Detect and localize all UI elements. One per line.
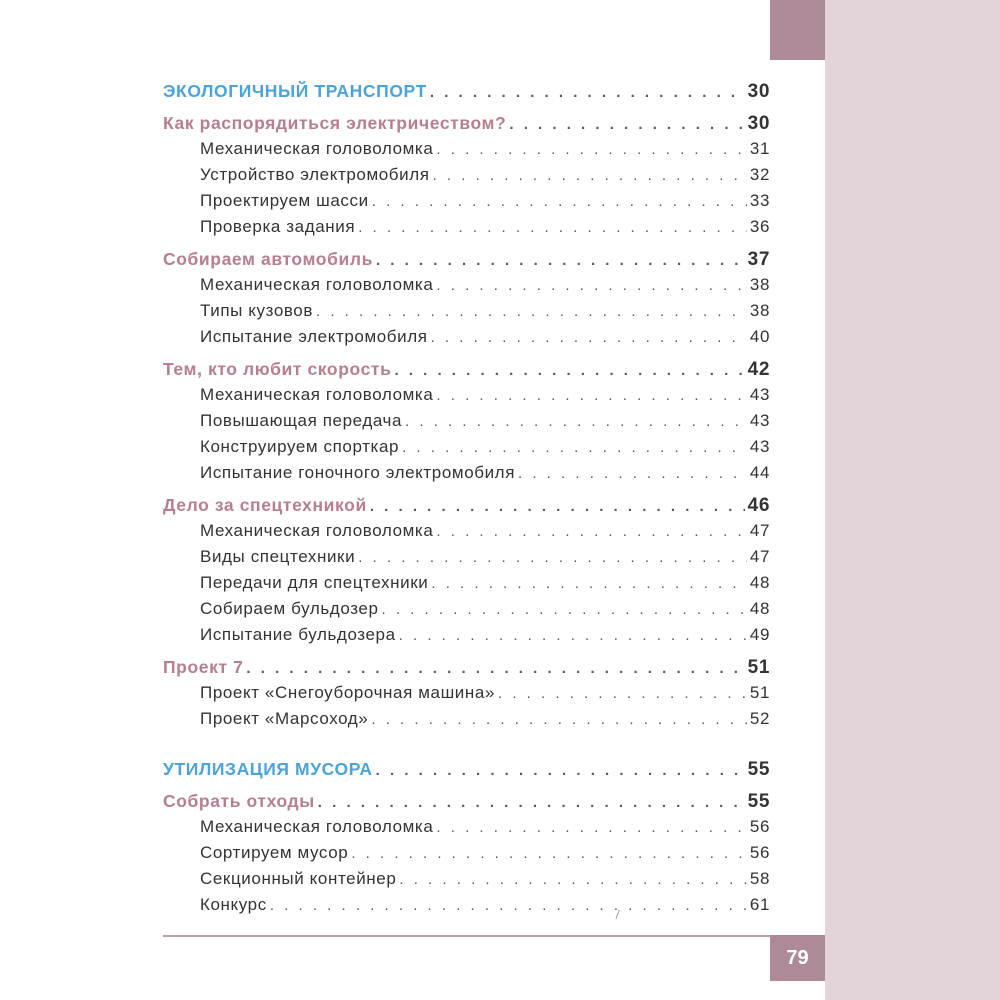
- toc-page: 47: [749, 547, 770, 566]
- dot-leader: [316, 299, 747, 325]
- toc-page: 55: [747, 759, 770, 780]
- toc-theme-title: УТИЛИЗАЦИЯ МУСОРА: [163, 759, 373, 779]
- toc-item[interactable]: [163, 622, 770, 648]
- dot-leader: [405, 409, 747, 435]
- toc-section[interactable]: [163, 654, 770, 680]
- toc-page: 33: [749, 191, 770, 210]
- dot-leader: [382, 597, 747, 623]
- toc-item[interactable]: [163, 298, 770, 324]
- toc-item[interactable]: [163, 434, 770, 460]
- toc-item[interactable]: [163, 596, 770, 622]
- toc-page: 47: [749, 521, 770, 540]
- toc-item[interactable]: [163, 188, 770, 214]
- toc-item[interactable]: [163, 324, 770, 350]
- corner-tab: [770, 0, 825, 60]
- toc-item[interactable]: [163, 214, 770, 240]
- dot-leader: [376, 248, 745, 274]
- toc-section-title: Как распорядиться электричеством?: [163, 113, 507, 133]
- toc-item[interactable]: [163, 518, 770, 544]
- toc-page: 30: [747, 113, 770, 134]
- toc-item-title: Сортируем мусор: [200, 843, 349, 862]
- dot-leader: [498, 681, 747, 707]
- toc-page: 48: [749, 573, 770, 592]
- toc-item-title: Проверка задания: [200, 217, 356, 236]
- toc-item-title: Испытание бульдозера: [200, 625, 396, 644]
- toc-item-title: Проект «Снегоуборочная машина»: [200, 683, 496, 702]
- toc-page: 51: [749, 683, 770, 702]
- dot-leader: [394, 358, 744, 384]
- toc-page: 56: [749, 817, 770, 836]
- toc-item[interactable]: [163, 272, 770, 298]
- toc-item[interactable]: [163, 460, 770, 486]
- toc-page: 40: [749, 327, 770, 346]
- dot-leader: [371, 707, 747, 733]
- toc-item[interactable]: [163, 570, 770, 596]
- toc-item-title: Испытание гоночного электромобиля: [200, 463, 516, 482]
- toc-item-title: Механическая головоломка: [200, 521, 434, 540]
- toc-page: 58: [749, 869, 770, 888]
- toc-item-title: Испытание электромобиля: [200, 327, 428, 346]
- toc-page: 36: [749, 217, 770, 236]
- toc-item-title: Механическая головоломка: [200, 139, 434, 158]
- toc-page: 51: [747, 657, 770, 678]
- toc-item[interactable]: [163, 706, 770, 732]
- toc-page: 38: [749, 275, 770, 294]
- dot-leader: [518, 461, 747, 487]
- dot-leader: [509, 112, 744, 138]
- toc-section-title: Собираем автомобиль: [163, 249, 373, 269]
- dot-leader: [430, 78, 745, 108]
- toc-section-title: Дело за спецтехникой: [163, 495, 367, 515]
- toc-item-title: Конструируем спорткар: [200, 437, 400, 456]
- toc-item-title: Собираем бульдозер: [200, 599, 379, 618]
- toc-page: 31: [749, 139, 770, 158]
- dot-leader: [436, 519, 746, 545]
- toc-item-title: Проект «Марсоход»: [200, 709, 369, 728]
- dot-leader: [358, 545, 747, 571]
- toc-section[interactable]: [163, 356, 770, 382]
- toc-page: 49: [749, 625, 770, 644]
- toc-section[interactable]: [163, 246, 770, 272]
- toc-page: 43: [749, 385, 770, 404]
- toc-section-title: Тем, кто любит скорость: [163, 359, 392, 379]
- toc-item-title: Проектируем шасси: [200, 191, 369, 210]
- footer-rule: [163, 935, 770, 937]
- dot-leader: [399, 623, 747, 649]
- toc-section[interactable]: [163, 492, 770, 518]
- toc-item-title: Механическая головоломка: [200, 385, 434, 404]
- toc-item-title: Виды спецтехники: [200, 547, 356, 566]
- toc-theme[interactable]: [163, 754, 770, 784]
- toc-page: 48: [749, 599, 770, 618]
- toc-item-title: Секционный контейнер: [200, 869, 397, 888]
- toc-item-title: Повышающая передача: [200, 411, 403, 430]
- toc-item-title: Устройство электромобиля: [200, 165, 430, 184]
- toc-page: 43: [749, 437, 770, 456]
- dot-leader: [318, 790, 745, 816]
- dot-leader: [436, 137, 746, 163]
- dot-leader: [376, 756, 745, 786]
- toc-page: 56: [749, 843, 770, 862]
- dot-leader: [431, 325, 747, 351]
- dot-leader: [372, 189, 747, 215]
- dot-leader: [436, 273, 746, 299]
- toc-page: 43: [749, 411, 770, 430]
- page-number-text: 79: [786, 946, 809, 969]
- toc-page: 38: [749, 301, 770, 320]
- toc-page: 55: [747, 791, 770, 812]
- toc-item[interactable]: [163, 866, 770, 892]
- toc-page: 37: [747, 249, 770, 270]
- toc-page: 46: [747, 495, 770, 516]
- toc-page: 30: [747, 81, 770, 102]
- toc-section[interactable]: [163, 788, 770, 814]
- toc-section-title: Собрать отходы: [163, 791, 315, 811]
- dot-leader: [370, 494, 745, 520]
- toc-item[interactable]: [163, 382, 770, 408]
- dot-leader: [433, 163, 747, 189]
- toc-page: 42: [747, 359, 770, 380]
- toc-page: 32: [749, 165, 770, 184]
- toc-item[interactable]: [163, 892, 770, 918]
- page-number: [770, 935, 825, 981]
- dot-leader: [358, 215, 747, 241]
- toc-page: 52: [749, 709, 770, 728]
- toc-item-title: Механическая головоломка: [200, 817, 434, 836]
- toc-section-title: Проект 7: [163, 657, 244, 677]
- toc-item-title: Конкурс: [200, 895, 267, 914]
- dot-leader: [246, 656, 744, 682]
- toc-theme-title: ЭКОЛОГИЧНЫЙ ТРАНСПОРТ: [163, 81, 427, 101]
- dot-leader: [270, 893, 747, 919]
- dot-leader: [399, 867, 747, 893]
- toc-page: 61: [749, 895, 770, 914]
- toc-item-title: Типы кузовов: [200, 301, 313, 320]
- dot-leader: [436, 383, 746, 409]
- toc-item[interactable]: [163, 814, 770, 840]
- dot-leader: [431, 571, 747, 597]
- toc-item[interactable]: [163, 544, 770, 570]
- toc-item[interactable]: [163, 840, 770, 866]
- table-of-contents: [163, 76, 770, 918]
- dot-leader: [402, 435, 747, 461]
- side-band: [825, 0, 1000, 1000]
- dot-leader: [351, 841, 747, 867]
- toc-theme[interactable]: [163, 76, 770, 106]
- toc-item[interactable]: [163, 408, 770, 434]
- toc-page: 44: [749, 463, 770, 482]
- toc-item[interactable]: [163, 162, 770, 188]
- toc-item-title: Механическая головоломка: [200, 275, 434, 294]
- toc-item[interactable]: [163, 680, 770, 706]
- toc-section[interactable]: [163, 110, 770, 136]
- toc-item[interactable]: [163, 136, 770, 162]
- toc-item-title: Передачи для спецтехники: [200, 573, 429, 592]
- dot-leader: [436, 815, 746, 841]
